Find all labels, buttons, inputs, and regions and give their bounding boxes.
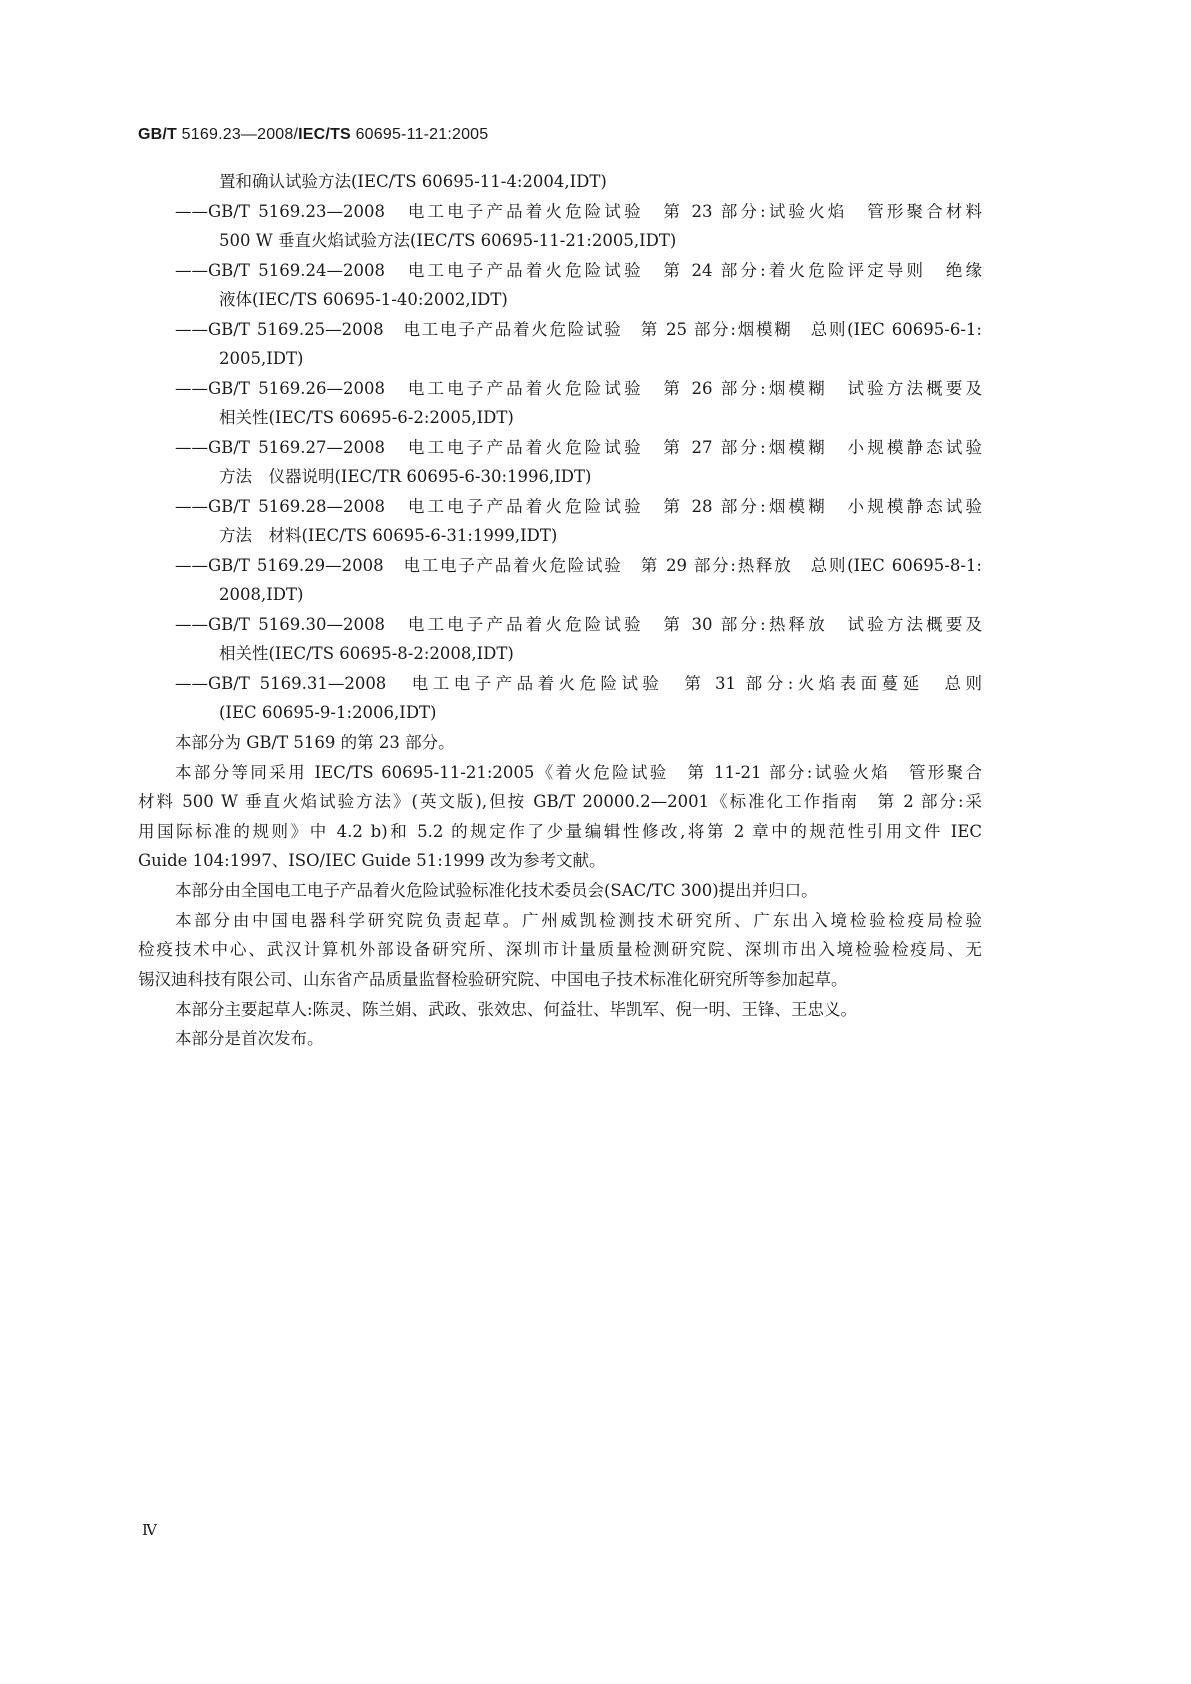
list-item: ——GB/T 5169.27—2008 电工电子产品着火危险试验 第 27 部分:烟模糊 小规模静态试验 — [175, 438, 982, 457]
list-item-cont: 2005,IDT) — [219, 349, 304, 368]
paragraph-cont: 材料 500 W 垂直火焰试验方法》(英文版),但按 GB/T 20000.2—2001《标准化工作指南 第 2 部分:采 — [138, 792, 982, 811]
header-code-num-2: 60695-11-21:2005 — [350, 126, 489, 143]
list-item-cont: 方法 材料(IEC/TS 60695-6-31:1999,IDT) — [219, 526, 558, 545]
paragraph: 本部分由中国电器科学研究院负责起草。广州威凯检测技术研究所、广东出入境检验检疫局检验 — [175, 911, 982, 930]
list-item-cont: 置和确认试验方法(IEC/TS 60695-11-4:2004,IDT) — [219, 172, 607, 191]
list-item: ——GB/T 5169.23—2008 电工电子产品着火危险试验 第 23 部分:试验火焰 管形聚合材料 — [175, 202, 982, 221]
header-code-bold-2: IEC/TS — [298, 126, 351, 143]
list-item-cont: 500 W 垂直火焰试验方法(IEC/TS 60695-11-21:2005,IDT) — [219, 231, 677, 250]
list-item: ——GB/T 5169.25—2008 电工电子产品着火危险试验 第 25 部分:烟模糊 总则(IEC 60695-6-1: — [175, 320, 982, 339]
paragraph-cont: 检疫技术中心、武汉计算机外部设备研究所、深圳市计量质量检测研究院、深圳市出入境检验检疫局、无 — [138, 940, 982, 959]
list-item-cont: 2008,IDT) — [219, 585, 304, 604]
list-item: ——GB/T 5169.30—2008 电工电子产品着火危险试验 第 30 部分:热释放 试验方法概要及 — [175, 615, 982, 634]
paragraph: 本部分由全国电工电子产品着火危险试验标准化技术委员会(SAC/TC 300)提出并归口。 — [175, 881, 818, 900]
list-item: ——GB/T 5169.24—2008 电工电子产品着火危险试验 第 24 部分:着火危险评定导则 绝缘 — [175, 261, 982, 280]
paragraph-cont: Guide 104:1997、ISO/IEC Guide 51:1999 改为参考文献。 — [138, 851, 606, 870]
paragraph: 本部分是首次发布。 — [175, 1029, 324, 1048]
page-number: Ⅳ — [142, 1521, 157, 1539]
list-item-cont: 液体(IEC/TS 60695-1-40:2002,IDT) — [219, 290, 508, 309]
list-item-cont: 相关性(IEC/TS 60695-8-2:2008,IDT) — [219, 644, 514, 663]
list-item-cont: 方法 仪器说明(IEC/TR 60695-6-30:1996,IDT) — [219, 467, 592, 486]
paragraph: 本部分为 GB/T 5169 的第 23 部分。 — [175, 733, 455, 752]
paragraph: 本部分等同采用 IEC/TS 60695-11-21:2005《着火危险试验 第 11-21 部分:试验火焰 管形聚合 — [175, 763, 982, 782]
paragraph: 本部分主要起草人:陈灵、陈兰娟、武政、张效忠、何益壮、毕凯军、倪一明、王锋、王忠义。 — [175, 1000, 858, 1019]
list-item: ——GB/T 5169.29—2008 电工电子产品着火危险试验 第 29 部分:热释放 总则(IEC 60695-8-1: — [175, 556, 982, 575]
header-code-bold-1: GB/T — [138, 126, 178, 143]
list-item: ——GB/T 5169.26—2008 电工电子产品着火危险试验 第 26 部分:烟模糊 试验方法概要及 — [175, 379, 982, 398]
header-code-num-1: 5169.23—2008/ — [177, 126, 299, 143]
paragraph-cont: 锡汉迪科技有限公司、山东省产品质量监督检验研究院、中国电子技术标准化研究所等参加起草。 — [138, 970, 848, 989]
list-item: ——GB/T 5169.28—2008 电工电子产品着火危险试验 第 28 部分:烟模糊 小规模静态试验 — [175, 497, 982, 516]
document-header — [138, 126, 488, 144]
list-item-cont: 相关性(IEC/TS 60695-6-2:2005,IDT) — [219, 408, 514, 427]
list-item: ——GB/T 5169.31—2008 电工电子产品着火危险试验 第 31 部分:火焰表面蔓延 总则 — [175, 674, 982, 693]
list-item-cont: (IEC 60695-9-1:2006,IDT) — [219, 703, 437, 722]
paragraph-cont: 用国际标准的规则》中 4.2 b)和 5.2 的规定作了少量编辑性修改,将第 2 章中的规范性引用文件 IEC — [138, 822, 982, 841]
